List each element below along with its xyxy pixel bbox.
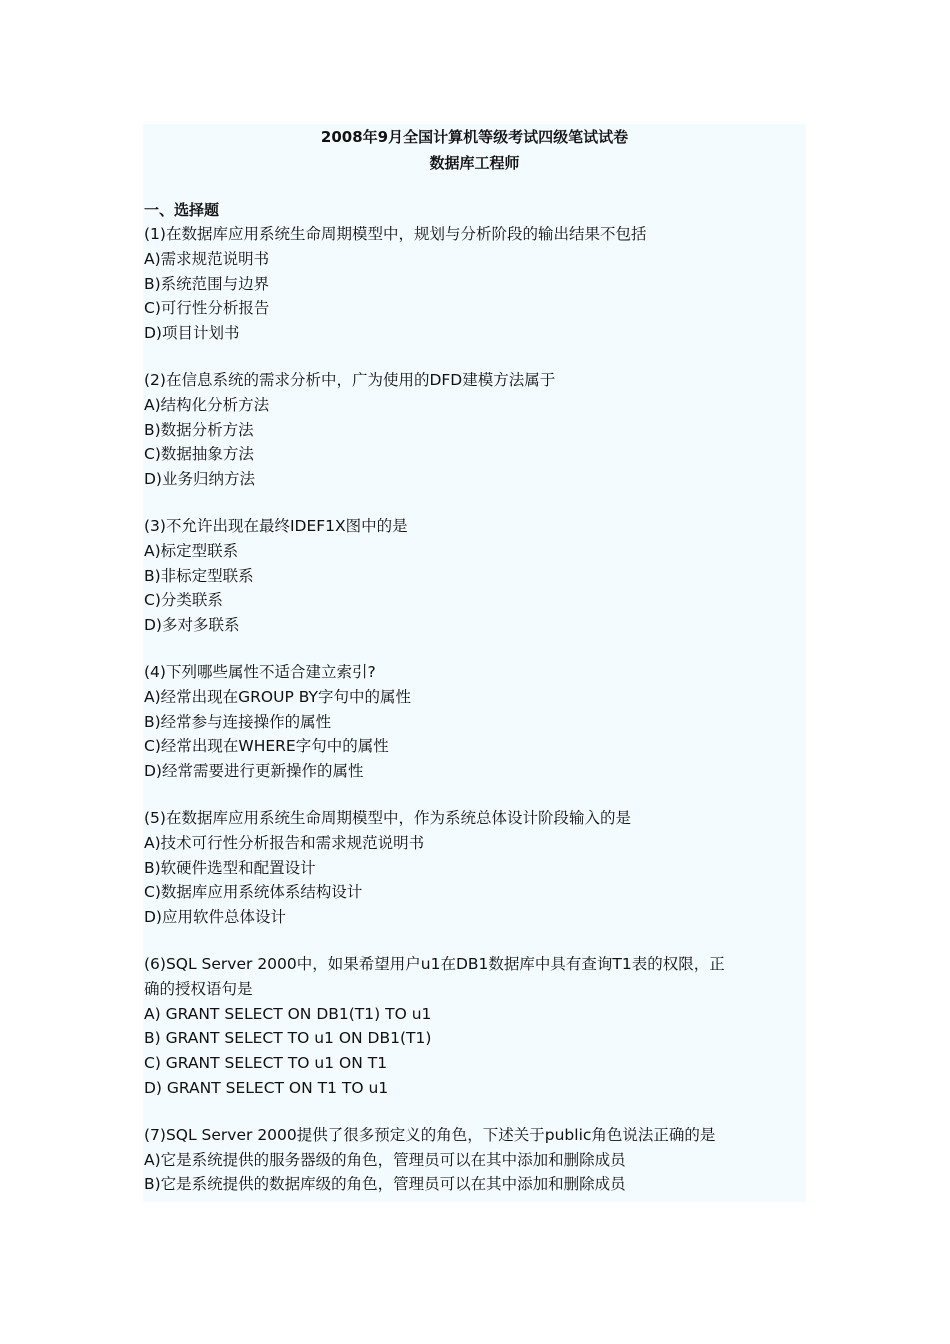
- section-heading: 一、选择题: [144, 201, 220, 219]
- answer-option: C)经常出现在WHERE字句中的属性: [144, 737, 389, 756]
- answer-option: B)非标定型联系: [144, 566, 254, 585]
- answer-option: B)经常参与连接操作的属性: [144, 712, 332, 731]
- answer-option: A) GRANT SELECT ON DB1(T1) TO u1: [144, 1004, 432, 1023]
- question-stem: (5)在数据库应用系统生命周期模型中，作为系统总体设计阶段输入的是: [144, 809, 631, 827]
- document-title: 2008年9月全国计算机等级考试四级笔试试卷: [320, 128, 629, 146]
- answer-option: A)技术可行性分析报告和需求规范说明书: [144, 833, 425, 852]
- answer-option: D)经常需要进行更新操作的属性: [144, 762, 364, 781]
- answer-option: A)结构化分析方法: [144, 395, 270, 414]
- answer-option: C) GRANT SELECT TO u1 ON T1: [144, 1054, 388, 1073]
- answer-option: B)软硬件选型和配置设计: [144, 858, 316, 877]
- answer-option: A)需求规范说明书: [144, 249, 270, 268]
- question-stem: (6)SQL Server 2000中，如果希望用户u1在DB1数据库中具有查询T1表的权限，正: [144, 955, 725, 973]
- answer-option: A)它是系统提供的服务器级的角色，管理员可以在其中添加和删除成员: [144, 1150, 626, 1169]
- question-stem: 确的授权语句是: [144, 979, 253, 998]
- answer-option: C)数据库应用系统体系结构设计: [144, 883, 363, 902]
- question-stem: (1)在数据库应用系统生命周期模型中，规划与分析阶段的输出结果不包括: [144, 225, 647, 243]
- question-stem: (3)不允许出现在最终IDEF1X图中的是: [144, 517, 408, 535]
- answer-option: C)可行性分析报告: [144, 299, 270, 318]
- answer-option: B)系统范围与边界: [144, 274, 270, 293]
- answer-option: D)业务归纳方法: [144, 470, 255, 489]
- answer-option: B)它是系统提供的数据库级的角色，管理员可以在其中添加和删除成员: [144, 1175, 626, 1194]
- answer-option: D)多对多联系: [144, 616, 240, 635]
- question-stem: (2)在信息系统的需求分析中，广为使用的DFD建模方法属于: [144, 371, 556, 389]
- question-stem: (7)SQL Server 2000提供了很多预定义的角色，下述关于public角色说法正确的是: [144, 1125, 716, 1144]
- answer-option: C)数据抽象方法: [144, 445, 254, 464]
- answer-option: B)数据分析方法: [144, 420, 254, 439]
- document-subtitle: 数据库工程师: [429, 154, 520, 172]
- answer-option: A)标定型联系: [144, 541, 239, 560]
- answer-option: D)项目计划书: [144, 324, 240, 343]
- answer-option: B) GRANT SELECT TO u1 ON DB1(T1): [144, 1029, 432, 1048]
- answer-option: D)应用软件总体设计: [144, 908, 286, 927]
- question-stem: (4)下列哪些属性不适合建立索引?: [144, 663, 376, 681]
- answer-option: A)经常出现在GROUP BY字句中的属性: [144, 687, 412, 706]
- answer-option: D) GRANT SELECT ON T1 TO u1: [144, 1079, 389, 1097]
- answer-option: C)分类联系: [144, 591, 223, 610]
